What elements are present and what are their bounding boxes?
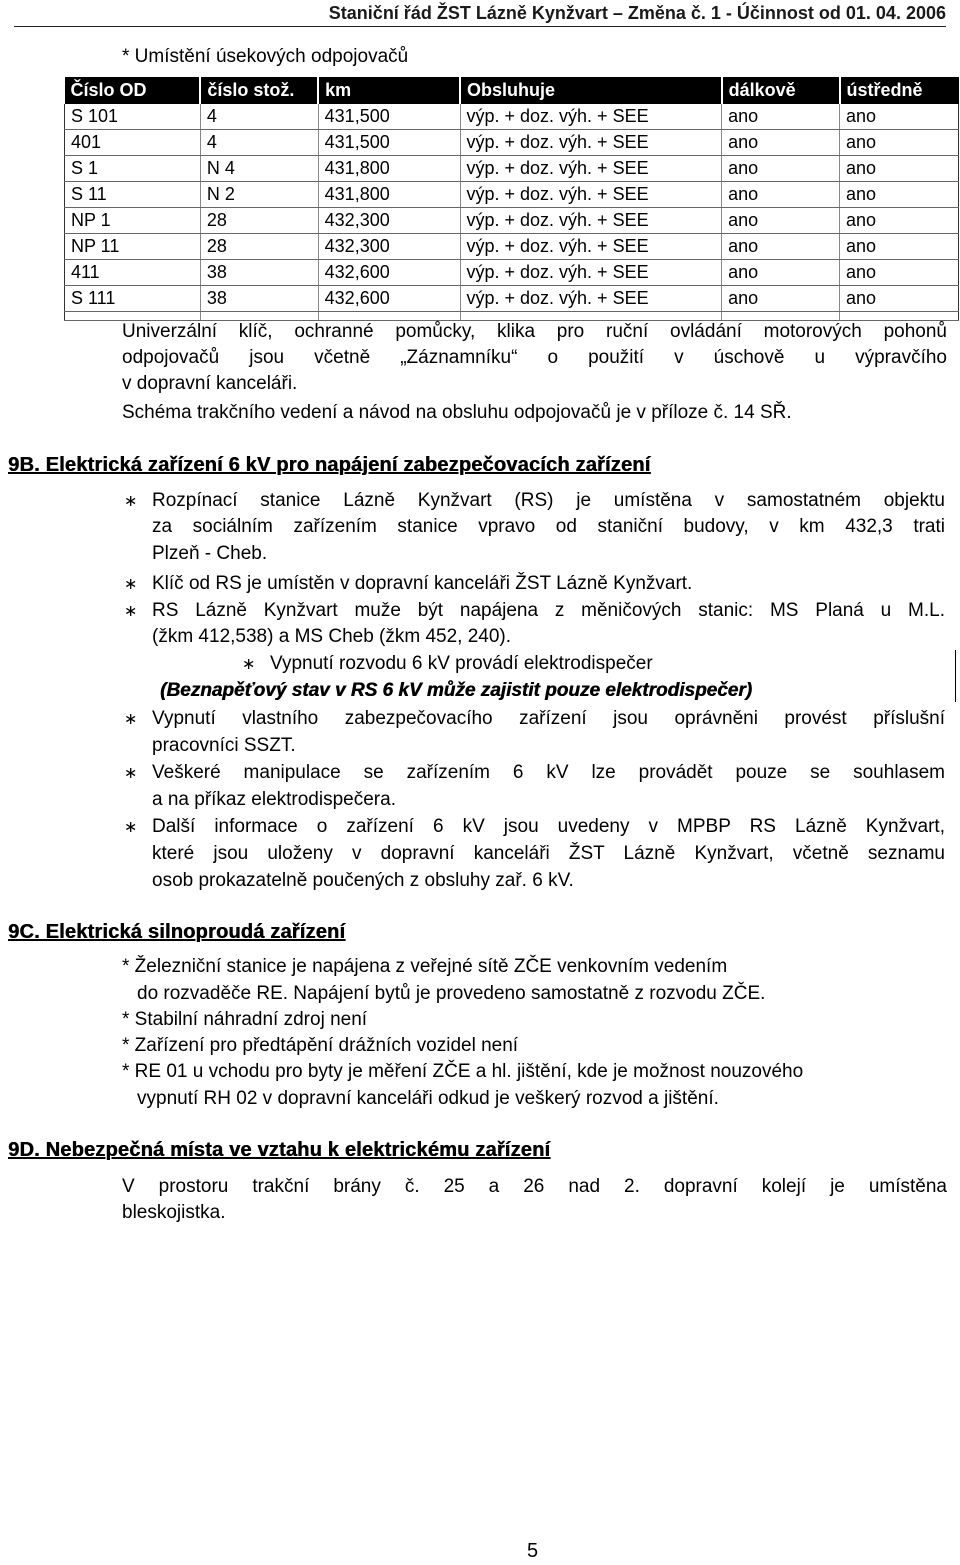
item-line: bleskojistka. bbox=[122, 1202, 226, 1223]
table-cell: výp. + doz. výh. + SEE bbox=[460, 286, 722, 312]
table-cell: 431,800 bbox=[318, 156, 460, 182]
table-row bbox=[65, 208, 959, 234]
table-row bbox=[65, 156, 959, 182]
schema-note: Schéma trakčního vedení a návod na obsluhu odpojovačů je v příloze č. 14 SŘ. bbox=[122, 402, 792, 423]
table-cell: 411 bbox=[65, 260, 201, 286]
item-line: (žkm 412,538) a MS Cheb (žkm 452, 240). bbox=[152, 626, 512, 647]
table-row bbox=[65, 182, 959, 208]
bullet-icon: ∗ bbox=[124, 576, 138, 593]
item-line: a na příkaz elektrodispečera. bbox=[152, 789, 396, 810]
section-heading-9c: 9C. Elektrická silnoproudá zařízení bbox=[8, 921, 346, 943]
section-heading-9b: 9B. Elektrická zařízení 6 kV pro napájení zabezpečovacích zařízení bbox=[8, 454, 651, 476]
table-cell: 432,600 bbox=[318, 286, 460, 312]
item-line: Vypnutí vlastního zabezpečovacího zařízení jsou oprávněni provést příslušní bbox=[152, 708, 945, 729]
disconnector-table bbox=[64, 77, 959, 321]
table-cell: N 2 bbox=[200, 182, 318, 208]
table-cell: 431,500 bbox=[318, 104, 460, 130]
table-cell: ano bbox=[840, 234, 959, 260]
bullet-icon: ∗ bbox=[124, 493, 138, 510]
table-cell: 28 bbox=[200, 208, 318, 234]
table-cell: ano bbox=[840, 104, 959, 130]
item-line: do rozvaděče RE. Napájení bytů je provedeno samostatně z rozvodu ZČE. bbox=[137, 983, 766, 1004]
bullet-icon: ∗ bbox=[124, 765, 138, 782]
table-cell: výp. + doz. výh. + SEE bbox=[460, 130, 722, 156]
change-bar bbox=[955, 650, 956, 702]
table-cell: 432,300 bbox=[318, 208, 460, 234]
item-line: pracovníci SSZT. bbox=[152, 735, 296, 756]
item-line: Veškeré manipulace se zařízením 6 kV lze provádět pouze se souhlasem bbox=[152, 762, 945, 783]
table-row bbox=[65, 234, 959, 260]
item-line: * RE 01 u vchodu pro byty je měření ZČE a hl. jištění, kde je možnost nouzového bbox=[122, 1061, 804, 1082]
table-cell: NP 1 bbox=[65, 208, 201, 234]
table-cell: S 1 bbox=[65, 156, 201, 182]
table-cell: 431,500 bbox=[318, 130, 460, 156]
table-row bbox=[65, 130, 959, 156]
table-cell: ano bbox=[840, 286, 959, 312]
column-header: dálkově bbox=[722, 77, 840, 104]
page-header: Staniční řád ŽST Lázně Kynžvart – Změna č. 1 - Účinnost od 01. 04. 2006 bbox=[14, 3, 946, 27]
item-line: * Stabilní náhradní zdroj není bbox=[122, 1009, 368, 1030]
table-cell: výp. + doz. výh. + SEE bbox=[460, 234, 722, 260]
table-cell: N 4 bbox=[200, 156, 318, 182]
item-line: vypnutí RH 02 v dopravní kanceláři odkud je veškerý rozvod a jištění. bbox=[137, 1088, 719, 1109]
section-heading-9d: 9D. Nebezpečná místa ve vztahu k elektrickému zařízení bbox=[8, 1139, 551, 1161]
table-cell: NP 11 bbox=[65, 234, 201, 260]
item-line: Klíč od RS je umístěn v dopravní kanceláři ŽST Lázně Kynžvart. bbox=[152, 573, 693, 594]
item-line: Plzeň - Cheb. bbox=[152, 543, 268, 564]
table-title: * Umístění úsekových odpojovačů bbox=[122, 46, 409, 67]
item-line: za sociálním zařízením stanice vpravo od staniční budovy, v km 432,3 trati bbox=[152, 516, 945, 537]
column-header: Obsluhuje bbox=[460, 77, 722, 104]
item-line: osob prokazatelně poučených z obsluhy zař. 6 kV. bbox=[152, 870, 574, 891]
item-line: * Zařízení pro předtápění drážních vozidel není bbox=[122, 1035, 519, 1056]
table-cell: 432,600 bbox=[318, 260, 460, 286]
table-cell: výp. + doz. výh. + SEE bbox=[460, 104, 722, 130]
column-header: km bbox=[318, 77, 460, 104]
item-line: Další informace o zařízení 6 kV jsou uvedeny v MPBP RS Lázně Kynžvart, bbox=[152, 816, 945, 837]
table-cell: ano bbox=[722, 130, 840, 156]
table-cell: S 111 bbox=[65, 286, 201, 312]
table-cell: 401 bbox=[65, 130, 201, 156]
bullet-icon: ∗ bbox=[124, 711, 138, 728]
table-cell: ano bbox=[840, 208, 959, 234]
table-row bbox=[65, 286, 959, 312]
table-row bbox=[65, 260, 959, 286]
item-line: Vypnutí rozvodu 6 kV provádí elektrodispečer bbox=[270, 653, 653, 674]
table-cell: výp. + doz. výh. + SEE bbox=[460, 260, 722, 286]
column-header: ústředně bbox=[840, 77, 959, 104]
item-line: RS Lázně Kynžvart muže být napájena z měničových stanic: MS Planá u M.L. bbox=[152, 600, 945, 621]
warning-text: (Beznapěťový stav v RS 6 kV může zajistit pouze elektrodispečer) bbox=[160, 680, 752, 701]
bullet-icon: ∗ bbox=[124, 603, 138, 620]
column-header: číslo stož. bbox=[200, 77, 318, 104]
table-cell: ano bbox=[722, 104, 840, 130]
table-cell: 28 bbox=[200, 234, 318, 260]
table-cell: ano bbox=[840, 260, 959, 286]
column-header: Číslo OD bbox=[65, 77, 201, 104]
table-cell: ano bbox=[840, 156, 959, 182]
table-cell: ano bbox=[722, 286, 840, 312]
item-line: které jsou uloženy v dopravní kanceláři ŽST Lázně Kynžvart, včetně seznamu bbox=[152, 843, 945, 864]
item-line: Rozpínací stanice Lázně Kynžvart (RS) je umístěna v samostatném objektu bbox=[152, 490, 945, 511]
keys-paragraph-line: Univerzální klíč, ochranné pomůcky, klika pro ruční ovládání motorových pohonů bbox=[122, 321, 947, 342]
table-cell: výp. + doz. výh. + SEE bbox=[460, 208, 722, 234]
table-cell: 431,800 bbox=[318, 182, 460, 208]
table-cell: 38 bbox=[200, 286, 318, 312]
table-cell: ano bbox=[722, 208, 840, 234]
table-cell: ano bbox=[722, 182, 840, 208]
page-number: 5 bbox=[527, 1540, 539, 1562]
table-header-row bbox=[65, 77, 959, 104]
table-cell: ano bbox=[722, 234, 840, 260]
item-line: V prostoru trakční brány č. 25 a 26 nad 2. dopravní kolejí je umístěna bbox=[122, 1176, 947, 1197]
bullet-icon: ∗ bbox=[124, 819, 138, 836]
table-cell: výp. + doz. výh. + SEE bbox=[460, 182, 722, 208]
table-cell: výp. + doz. výh. + SEE bbox=[460, 156, 722, 182]
keys-paragraph-line: odpojovačů jsou včetně „Záznamníku“ o použití v úschově u výpravčího bbox=[122, 347, 947, 368]
table-row bbox=[65, 104, 959, 130]
table-cell: ano bbox=[722, 156, 840, 182]
table-cell: ano bbox=[840, 182, 959, 208]
table-cell: 4 bbox=[200, 130, 318, 156]
bullet-icon: ∗ bbox=[242, 656, 256, 673]
table-cell: S 11 bbox=[65, 182, 201, 208]
table-cell: S 101 bbox=[65, 104, 201, 130]
table-cell: 38 bbox=[200, 260, 318, 286]
item-line: * Železniční stanice je napájena z veřejné sítě ZČE venkovním vedením bbox=[122, 956, 728, 977]
table-cell: 432,300 bbox=[318, 234, 460, 260]
table-cell: ano bbox=[840, 130, 959, 156]
table-cell: ano bbox=[722, 260, 840, 286]
keys-paragraph-line: v dopravní kanceláři. bbox=[122, 373, 298, 394]
table-cell: 4 bbox=[200, 104, 318, 130]
